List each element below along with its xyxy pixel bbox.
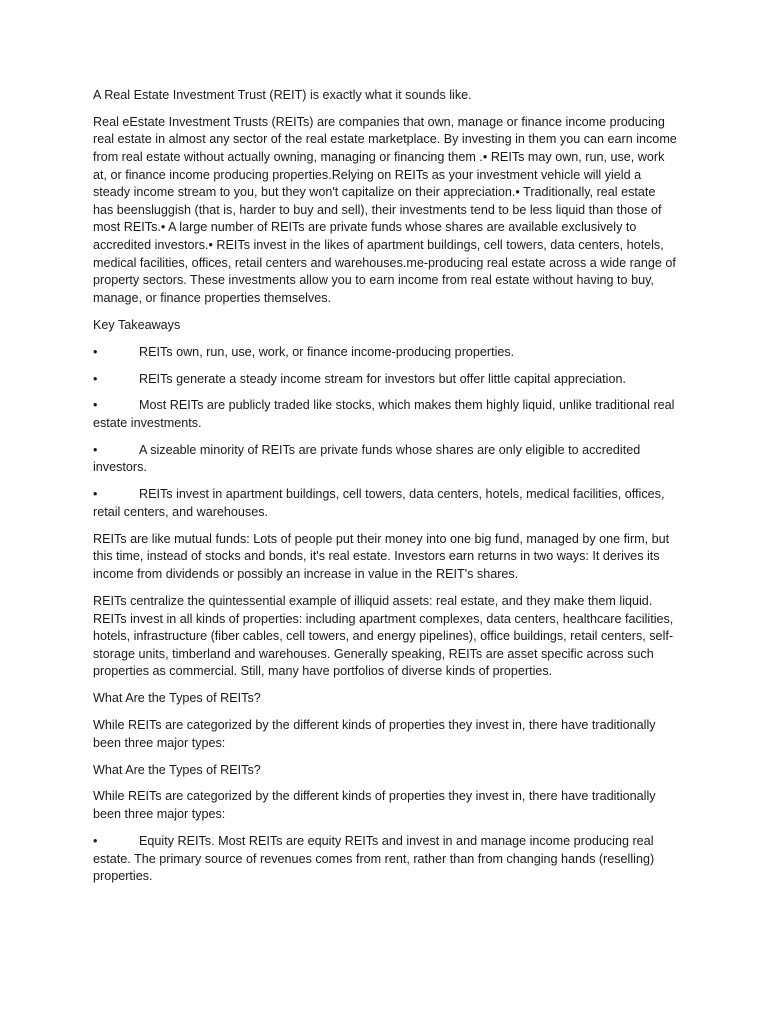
- reit-description-paragraph: Real eEstate Investment Trusts (REITs) are companies that own, manage or finance income producing real estate in almost any sector of the real estate marketplace. By investing in them you can earn income from real estate without actually owning, managing or financing them .• REITs may own, run, use, work at, or finance income producing properties.Relying on REITs as your investment vehicle will yield a steady income stream to you, but they won't capitalize on their appreciation.• Traditionally, real estate has beensluggish (that is, harder to buy and sell), their investments tend to be less liquid than those of most REITs.• A large number of REITs are private funds whose shares are available exclusively to accredited investors.• REITs invest in the likes of apartment buildings, cell towers, data centers, hotels, medical facilities, offices, retail centers and warehouses.me-producing real estate across a wide range of property sectors. These investments allow you to earn income from real estate without having to buy, manage, or finance properties themselves.: [93, 114, 677, 305]
- document-body: [93, 87, 678, 895]
- equity-reits-item: [93, 833, 678, 886]
- types-heading: What Are the Types of REITs?: [93, 691, 261, 706]
- bullet-marker: •: [93, 371, 98, 386]
- takeaway-text: REITs invest in apartment buildings, cell towers, data centers, hotels, medical facilities, offices, retail centers, and warehouses.: [93, 487, 665, 519]
- takeaway-item: [93, 397, 678, 432]
- takeaway-text: Most REITs are publicly traded like stocks, which makes them highly liquid, unlike traditional real estate investments.: [93, 398, 675, 430]
- bullet-marker: •: [93, 442, 98, 457]
- types-intro-paragraph-repeat: While REITs are categorized by the different kinds of properties they invest in, there have traditionally been three major types:: [93, 789, 656, 822]
- mutual-funds-paragraph: REITs are like mutual funds: Lots of people put their money into one big fund, managed by one firm, but this time, instead of stocks and bonds, it's real estate. Investors earn returns in two ways: It derives its income from dividends or possibly an increase in value in the REIT's shares.: [93, 531, 670, 582]
- bullet-marker: •: [93, 344, 98, 359]
- takeaway-text: A sizeable minority of REITs are private funds whose shares are only eligible to accredited investors.: [93, 442, 641, 475]
- bullet-marker: •: [93, 833, 98, 848]
- equity-reits-text: Equity REITs. Most REITs are equity REITs and invest in and manage income producing real estate. The primary source of revenues comes from rent, rather than from changing hands (reselling) properties.: [93, 833, 655, 884]
- key-takeaways-heading: Key Takeaways: [93, 317, 181, 332]
- takeaway-item: [93, 371, 678, 389]
- takeaway-item: [93, 442, 678, 477]
- illiquid-assets-paragraph: REITs centralize the quintessential example of illiquid assets: real estate, and they make them liquid. REITs invest in all kinds of properties: including apartment complexes, data centers, healthcare facilities, hotels, infrastructure (fiber cables, cell towers, and energy pipelines), office buildings, retail centers, self-storage units, timberland and warehouses. Generally speaking, REITs are asset specific across such properties as commercial. Still, many have portfolios of diverse kinds of properties.: [93, 593, 674, 679]
- takeaway-text: REITs own, run, use, work, or finance income-producing properties.: [139, 344, 515, 359]
- intro-sentence: A Real Estate Investment Trust (REIT) is exactly what it sounds like.: [93, 88, 472, 102]
- types-heading-repeat: What Are the Types of REITs?: [93, 762, 261, 777]
- takeaway-text: REITs generate a steady income stream for investors but offer little capital appreciation.: [139, 371, 626, 386]
- takeaway-item: [93, 486, 678, 521]
- bullet-marker: •: [93, 398, 98, 413]
- types-intro-paragraph: While REITs are categorized by the different kinds of properties they invest in, there have traditionally been three major types:: [93, 718, 656, 750]
- bullet-marker: •: [93, 487, 98, 502]
- takeaway-item: [93, 344, 678, 362]
